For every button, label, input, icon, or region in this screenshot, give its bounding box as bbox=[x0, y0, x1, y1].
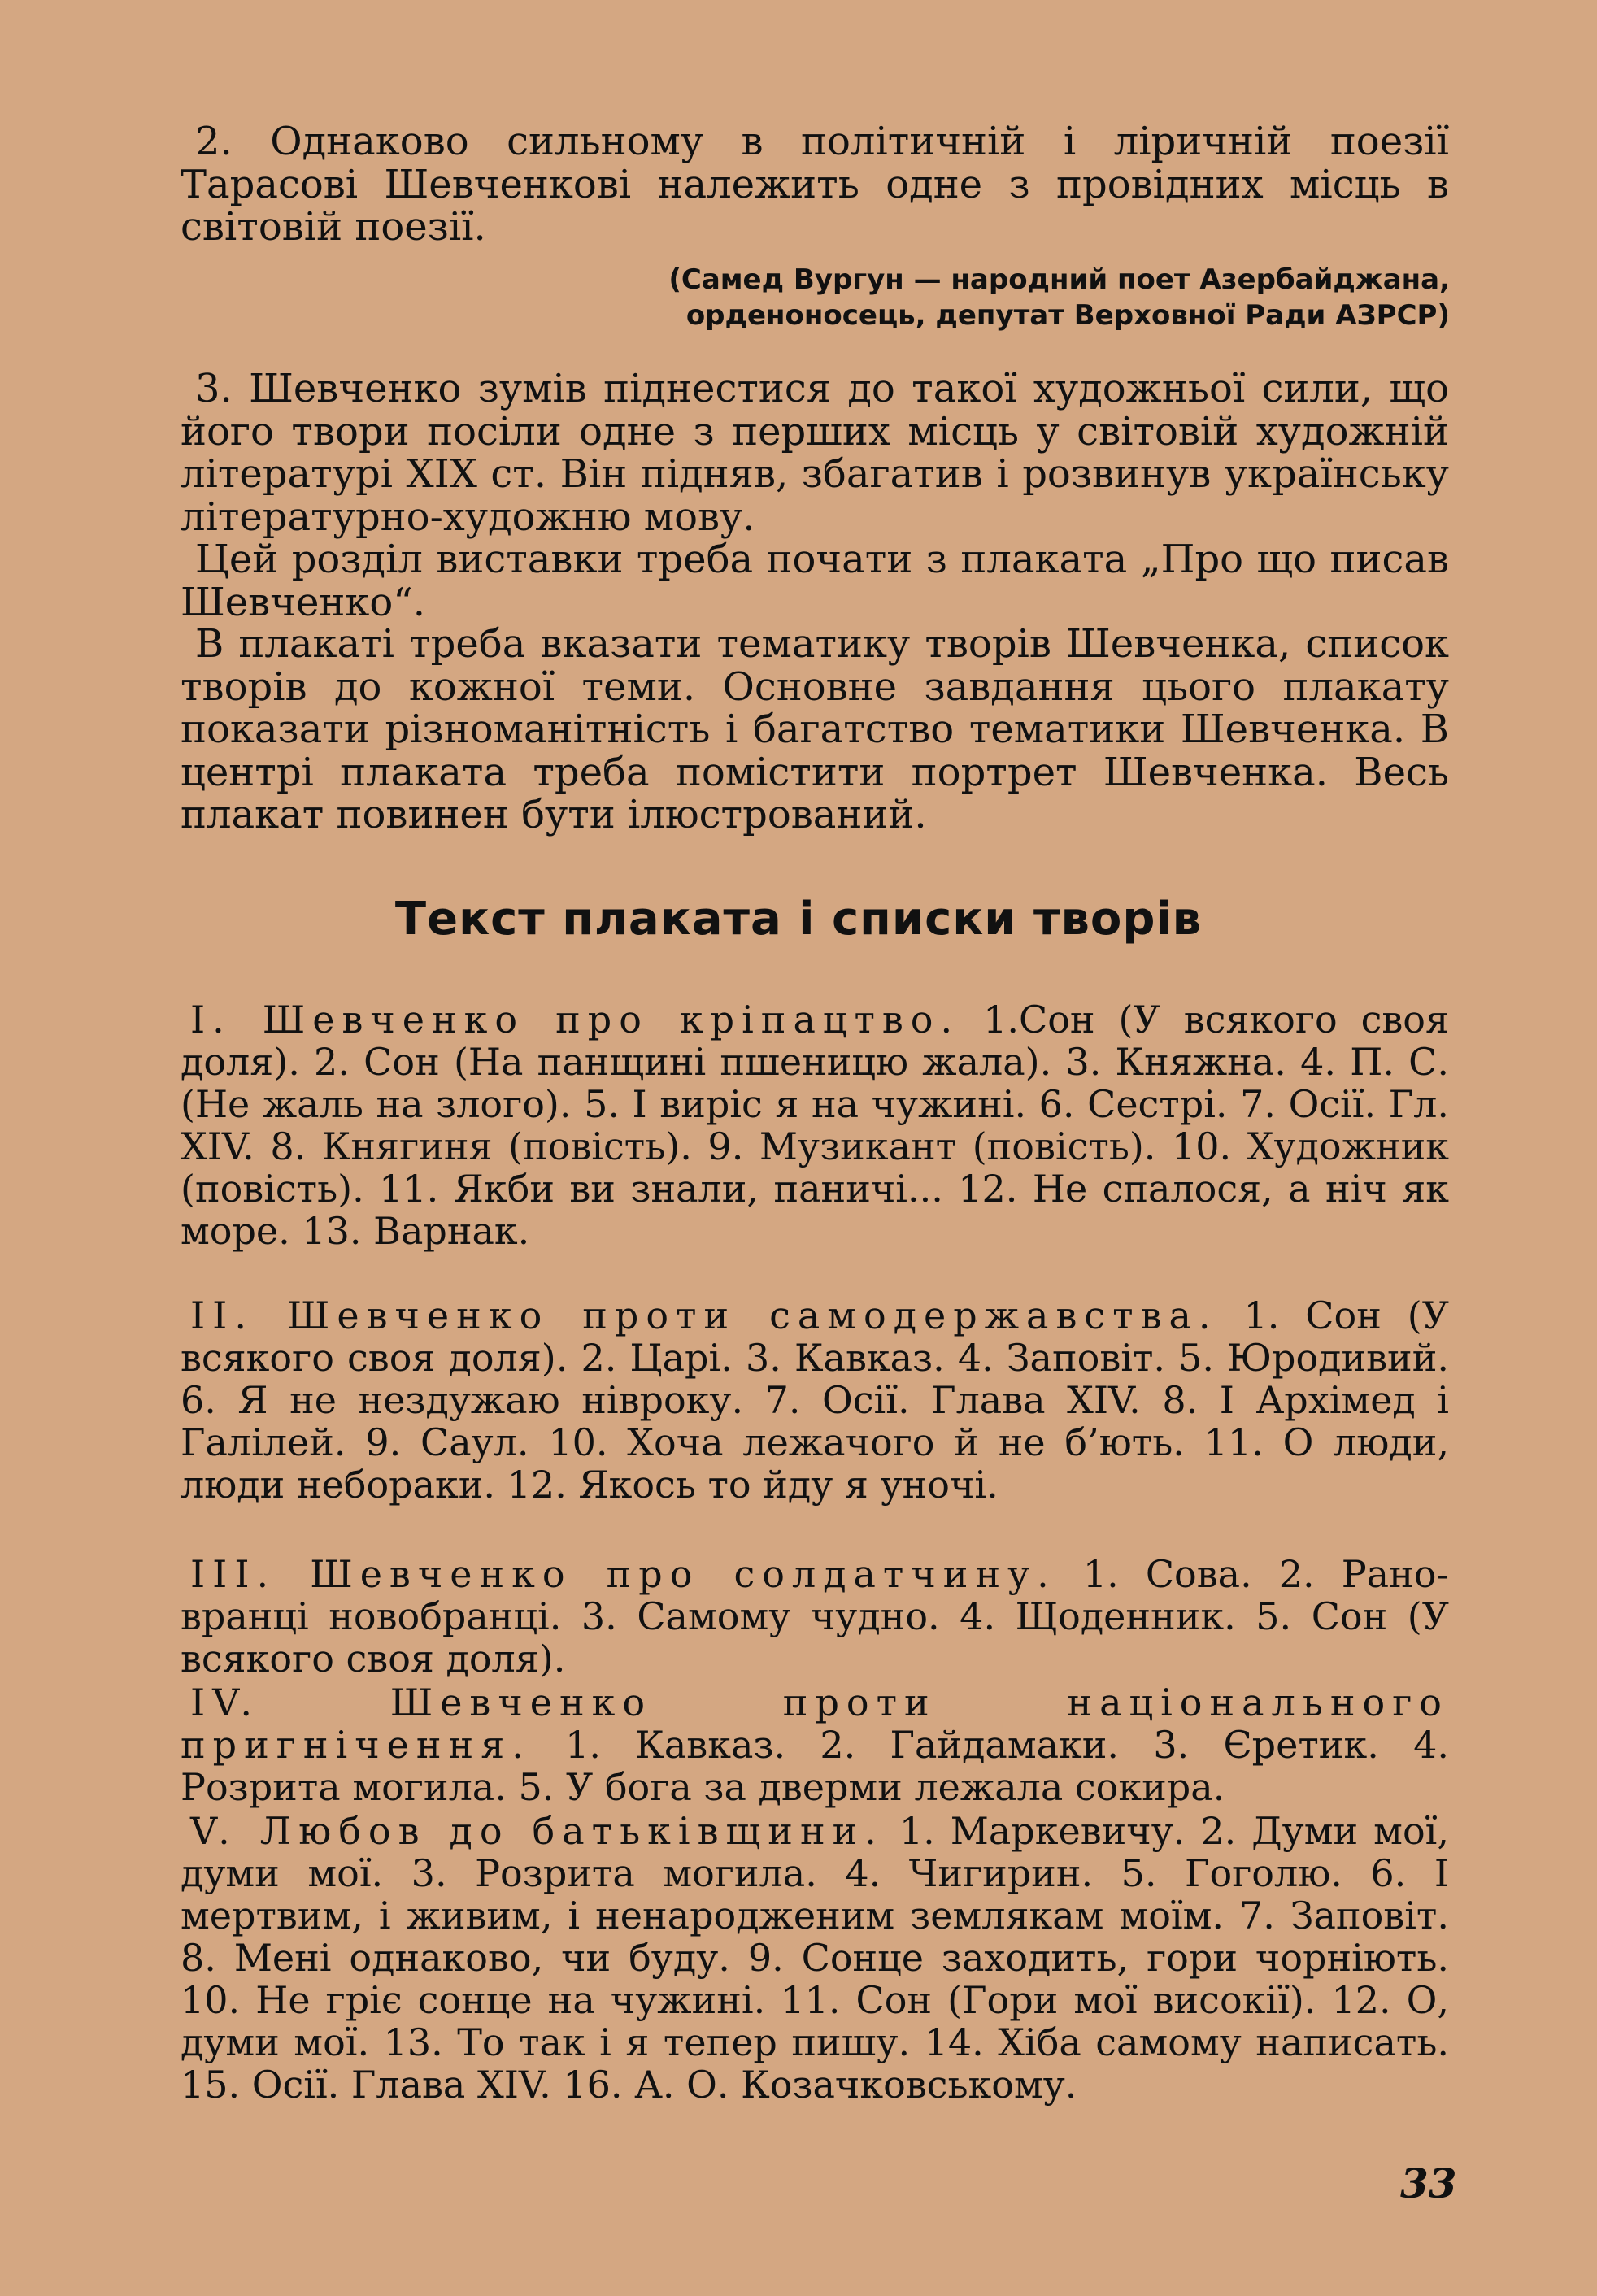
section-heading: Текст плаката і списки творів bbox=[394, 893, 1203, 946]
quote-2-attribution-line-2: орденоносець, депутат Верховної Ради АЗРСР) bbox=[685, 299, 1450, 332]
theme-title: III. Шевченко про солдатчину. bbox=[190, 1552, 1056, 1596]
theme-works: 1. Сова. 2. Рано-вранці новобранці. 3. Самому чудно. 4. Щоденник. 5. Сон (У всякого своя доля). bbox=[181, 1552, 1449, 1681]
theme-item-serfdom bbox=[181, 998, 1449, 1252]
theme-item-love-of-homeland bbox=[181, 1810, 1449, 2106]
theme-works: 1. Кавказ. 2. Гайдамаки. 3. Єретик. 4. Розрита могила. 5. У бога за дверми лежала сокира. bbox=[181, 1723, 1449, 1809]
quote-2-attribution-line-1: (Самед Вургун — народний поет Азербайджана, bbox=[668, 263, 1450, 296]
theme-title: I. Шевченко про кріпацтво. bbox=[190, 998, 960, 1041]
quote-3-text: 3. Шевченко зумів піднестися до такої художньої сили, що його твори посіли одне з перших місць у світовій художній літературі XIX ст. Він підняв, збагатив і розвинув українську літературно-художню мову. bbox=[181, 366, 1449, 540]
paragraph-section-intro: Цей розділ виставки треба почати з плаката „Про що писав Шевченко“. bbox=[181, 537, 1449, 625]
paragraph-poster-description: В плакаті треба вказати тематику творів Шевченка, список творів до кожної теми. Основне завдання цього плакату показати різноманітність і багатство тематики Шевченка. В центрі плаката треба помістити портрет Шевченка. Весь плакат повинен бути ілюстрований. bbox=[181, 621, 1449, 837]
theme-works: 1. Маркевичу. 2. Думи мої, думи мої. 3. Розрита могила. 4. Чигирин. 5. Гоголю. 6. І мертвим, і живим, і ненародженим землякам моїм. 7. Заповіт. 8. Мені однаково, чи буду. 9. Сонце заходить, гори чорніють. 10. Не гріє сонце на чужині. 11. Сон (Гори мої високії). 12. О, думи мої. 13. То так і я тепер пишу. 14. Хіба самому написать. 15. Осії. Глава XIV. 16. А. О. Козачковському. bbox=[181, 1809, 1449, 2107]
theme-title: II. Шевченко проти самодержавства. bbox=[190, 1294, 1218, 1337]
theme-title: V. Любов до батьківщини. bbox=[190, 1809, 884, 1853]
theme-item-national-oppression bbox=[181, 1681, 1449, 1808]
theme-title: IV. Шевченко проти національного пригнічення. bbox=[181, 1681, 1449, 1767]
theme-works: 1.Сон (У всякого своя доля). 2. Сон (На панщині пшеницю жала). 3. Княжна. 4. П. С. (Не жаль на злого). 5. І виріс я на чужині. 6. Сестрі. 7. Осії. Гл. XIV. 8. Княгиня (повість). 9. Музикант (повість). 10. Художник (повість). 11. Якби ви знали, паничі... 12. Не спалося, а ніч як море. 13. Варнак. bbox=[181, 998, 1449, 1253]
page-number: 33 bbox=[1400, 2159, 1457, 2207]
theme-item-autocracy bbox=[181, 1294, 1449, 1506]
theme-item-soldiery bbox=[181, 1553, 1449, 1680]
theme-works: 1. Сон (У всякого своя доля). 2. Царі. 3. Кавказ. 4. Заповіт. 5. Юродивий. 6. Я не нездужаю нівроку. 7. Осії. Глава XIV. 8. І Архімед і Галілей. 9. Саул. 10. Хоча лежачого й не б’ють. 11. О люди, люди небораки. 12. Якось то йду я уночі. bbox=[181, 1294, 1449, 1507]
quote-2-text: 2. Однаково сильному в політичній і ліричній поезії Тарасові Шевченкові належить одне з провідних місць в світовій поезії. bbox=[181, 119, 1449, 250]
